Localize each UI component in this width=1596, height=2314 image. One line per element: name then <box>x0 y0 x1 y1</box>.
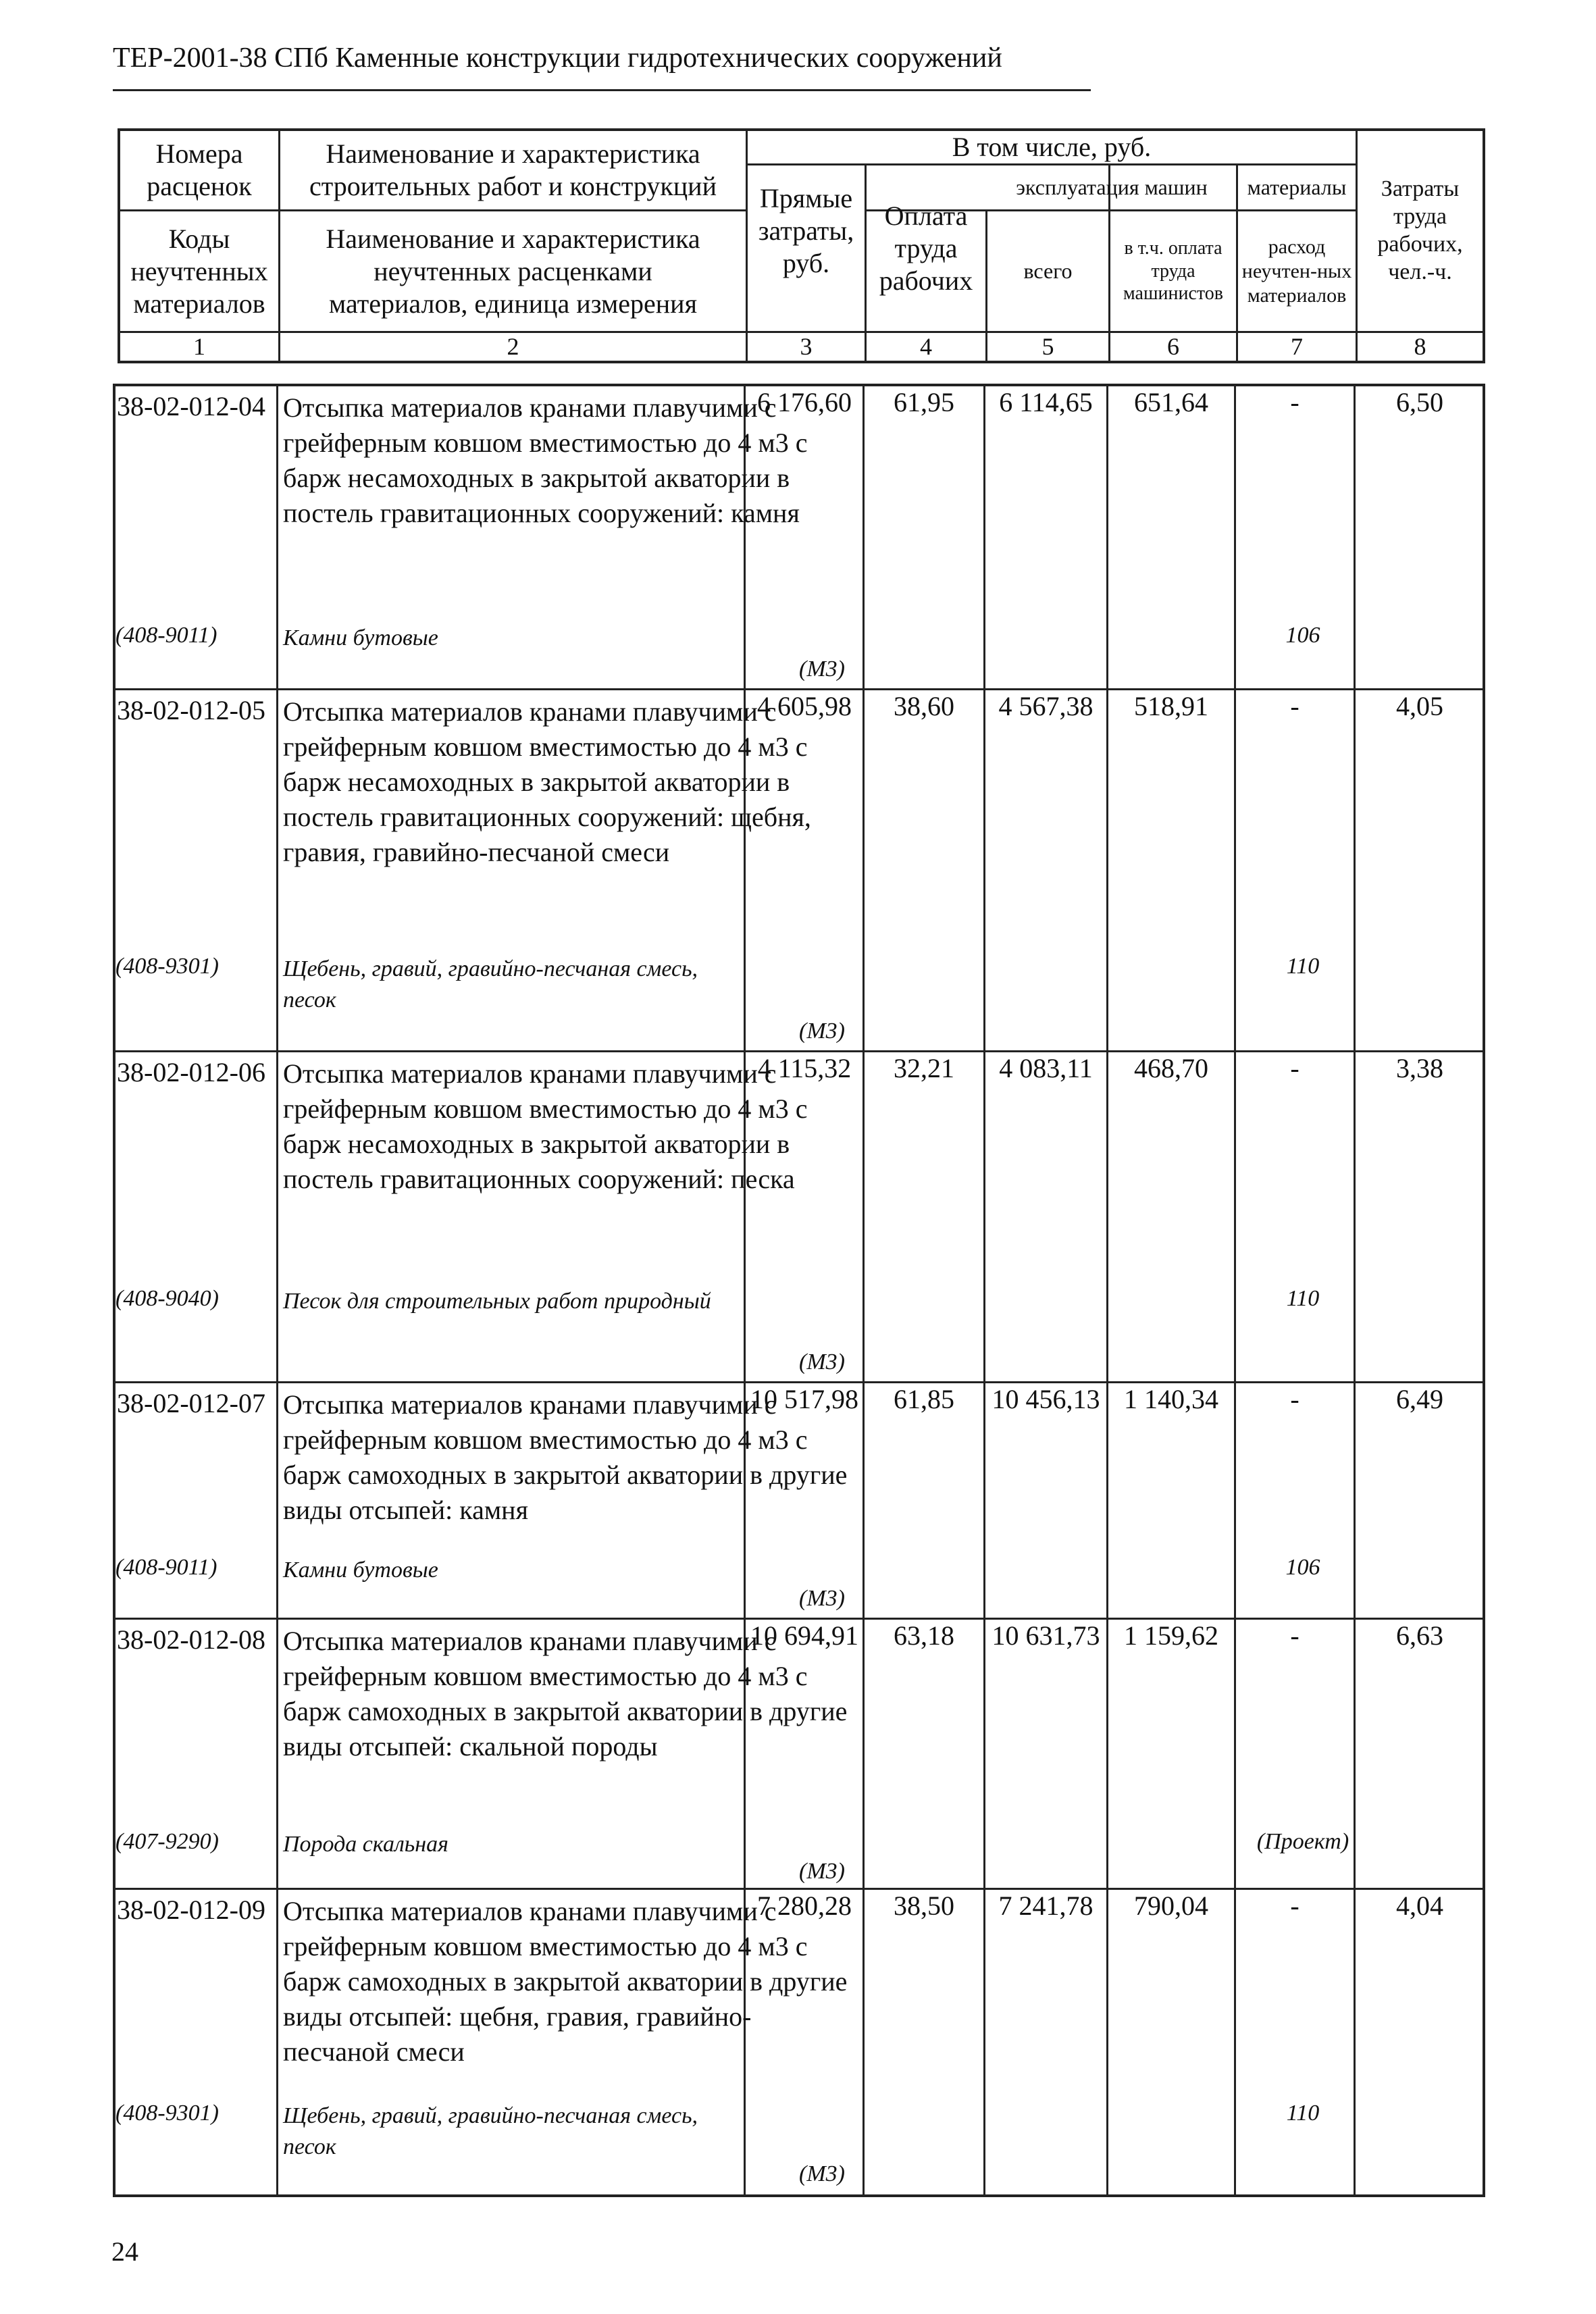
rate-code: 38-02-012-04 <box>117 391 265 421</box>
table-row <box>115 1890 1483 2197</box>
material-quantity: 106 <box>1285 1555 1320 1580</box>
machinist-pay-value: 518,91 <box>1134 691 1208 721</box>
labor-hours-value: 3,38 <box>1396 1053 1443 1083</box>
labor-pay-value: 38,50 <box>894 1891 954 1921</box>
column-number-4: 4 <box>920 332 932 360</box>
machines-total-value: 7 241,78 <box>998 1891 1093 1921</box>
material-code: (407-9290) <box>115 1829 219 1854</box>
material-code: (408-9011) <box>115 623 217 648</box>
work-name: Отсыпка материалов кранами плавучими с грейферным ковшом вместимостью до 4 м3 с барж самоходных в закрытой акватории в другие виды отсыпей: щебня, гравия, гравийно-песчаной смеси <box>283 1896 848 2067</box>
materials-value: - <box>1290 1620 1299 1651</box>
header-work-name: Наименование и характеристика строительных работ и конструкций <box>309 138 717 201</box>
materials-value: - <box>1290 1891 1299 1921</box>
direct-costs-value: 6 176,60 <box>757 387 852 417</box>
material-quantity: 106 <box>1285 623 1320 648</box>
materials-value: - <box>1290 691 1299 721</box>
material-name: Песок для строительных работ природный <box>283 1289 711 1314</box>
rate-code: 38-02-012-08 <box>117 1624 265 1655</box>
labor-hours-value: 6,50 <box>1396 387 1443 417</box>
header-material-codes: Коды неучтенных материалов <box>130 223 268 319</box>
material-name: Камни бутовые <box>283 1558 438 1583</box>
column-number-7: 7 <box>1291 332 1303 360</box>
material-quantity: (Проект) <box>1256 1829 1349 1854</box>
rate-code: 38-02-012-06 <box>117 1057 265 1087</box>
material-unit: (М3) <box>799 1019 845 1044</box>
column-number-6: 6 <box>1167 332 1179 360</box>
materials-value: - <box>1290 1384 1299 1414</box>
labor-hours-value: 6,63 <box>1396 1620 1443 1651</box>
work-name: Отсыпка материалов кранами плавучими с грейферным ковшом вместимостью до 4 м3 с барж несамоходных в закрытой акватории в постель гравитационных сооружений: камня <box>283 392 808 528</box>
header-materials: материалы <box>1247 175 1347 200</box>
machinist-pay-value: 1 140,34 <box>1124 1384 1218 1414</box>
labor-pay-value: 63,18 <box>894 1620 954 1651</box>
material-name: Камни бутовые <box>283 625 438 650</box>
header-rate-numbers: Номера расценок <box>147 138 252 201</box>
material-quantity: 110 <box>1286 1286 1320 1311</box>
direct-costs-value: 4 605,98 <box>757 691 852 721</box>
labor-pay-value: 38,60 <box>894 691 954 721</box>
header-machinist-pay: в т.ч. оплата труда машинистов <box>1123 238 1223 305</box>
column-number-2: 2 <box>507 332 519 360</box>
work-name: Отсыпка материалов кранами плавучими с грейферным ковшом вместимостью до 4 м3 с барж несамоходных в закрытой акватории в постель гравитационных сооружений: песка <box>283 1058 808 1194</box>
material-unit: (М3) <box>799 657 845 682</box>
direct-costs-value: 10 517,98 <box>750 1384 858 1414</box>
column-number-8: 8 <box>1414 332 1426 360</box>
header-labor-pay: Оплата труда рабочих <box>879 200 973 296</box>
column-number-5: 5 <box>1041 332 1054 360</box>
material-quantity: 110 <box>1286 2101 1320 2126</box>
material-code: (408-9040) <box>115 1286 219 1311</box>
header-direct-costs: Прямые затраты, руб. <box>758 183 854 278</box>
machinist-pay-value: 1 159,62 <box>1124 1620 1218 1651</box>
header-machines-total: всего <box>1023 259 1073 284</box>
machines-total-value: 4 567,38 <box>998 691 1093 721</box>
machines-total-value: 6 114,65 <box>999 387 1093 417</box>
material-unit: (М3) <box>799 2161 845 2186</box>
table-row <box>115 386 1483 690</box>
rate-code: 38-02-012-09 <box>117 1895 265 1925</box>
work-name: Отсыпка материалов кранами плавучими с грейферным ковшом вместимостью до 4 м3 с барж самоходных в закрытой акватории в другие виды отсыпей: скальной породы <box>283 1626 848 1762</box>
header-labor-hours: Затраты труда рабочих, чел.-ч. <box>1377 176 1463 284</box>
material-unit: (М3) <box>799 1859 845 1884</box>
materials-value: - <box>1290 387 1299 417</box>
material-code: (408-9301) <box>115 2101 219 2126</box>
direct-costs-value: 4 115,32 <box>757 1053 852 1083</box>
direct-costs-value: 10 694,91 <box>750 1620 858 1651</box>
labor-hours-value: 4,04 <box>1396 1891 1443 1921</box>
material-name: Щебень, гравий, гравийно-песчаная смесь, песок <box>283 956 698 1012</box>
header-unaccounted-materials: расход неучтен-ных материалов <box>1241 235 1352 307</box>
title-divider <box>113 89 1091 91</box>
direct-costs-value: 7 280,28 <box>757 1891 852 1921</box>
document-title: ТЕР-2001-38 СПб Каменные конструкции гидротехнических сооружений <box>113 43 1002 74</box>
table-row <box>115 1620 1483 1890</box>
rate-code: 38-02-012-05 <box>117 695 265 725</box>
material-name: Порода скальная <box>283 1832 448 1857</box>
column-number-3: 3 <box>800 332 813 360</box>
labor-hours-value: 4,05 <box>1396 691 1443 721</box>
labor-pay-value: 61,85 <box>894 1384 954 1414</box>
material-code: (408-9011) <box>115 1555 217 1580</box>
labor-pay-value: 61,95 <box>894 387 954 417</box>
labor-pay-value: 32,21 <box>894 1053 954 1083</box>
header-material-name: Наименование и характеристика неучтенных расценками материалов, единица измерения <box>326 223 700 319</box>
header-machines: эксплуатация машин <box>1016 175 1208 200</box>
material-unit: (М3) <box>799 1586 845 1611</box>
material-unit: (М3) <box>799 1349 845 1374</box>
table-row <box>115 1052 1483 1383</box>
machines-total-value: 4 083,11 <box>999 1053 1093 1083</box>
table-header <box>118 128 1485 363</box>
machinist-pay-value: 651,64 <box>1134 387 1208 417</box>
material-code: (408-9301) <box>115 954 219 979</box>
page-number: 24 <box>111 2236 138 2267</box>
material-name: Щебень, гравий, гравийно-песчаная смесь, песок <box>283 2103 698 2159</box>
machinist-pay-value: 790,04 <box>1134 1891 1208 1921</box>
machinist-pay-value: 468,70 <box>1134 1053 1208 1083</box>
machines-total-value: 10 631,73 <box>992 1620 1100 1651</box>
material-quantity: 110 <box>1286 954 1320 979</box>
table-row <box>115 690 1483 1052</box>
machines-total-value: 10 456,13 <box>992 1384 1100 1414</box>
header-including: В том числе, руб. <box>952 132 1152 162</box>
work-name: Отсыпка материалов кранами плавучими с грейферным ковшом вместимостью до 4 м3 с барж несамоходных в закрытой акватории в постель гравитационных сооружений: щебня, гравия, гравийно-песчаной смеси <box>283 696 811 867</box>
table-row <box>115 1383 1483 1620</box>
column-number-1: 1 <box>193 332 205 360</box>
rate-code: 38-02-012-07 <box>117 1388 265 1418</box>
rates-table <box>113 384 1485 2197</box>
work-name: Отсыпка материалов кранами плавучими с грейферным ковшом вместимостью до 4 м3 с барж самоходных в закрытой акватории в другие виды отсыпей: камня <box>283 1389 848 1525</box>
materials-value: - <box>1290 1053 1299 1083</box>
labor-hours-value: 6,49 <box>1396 1384 1443 1414</box>
